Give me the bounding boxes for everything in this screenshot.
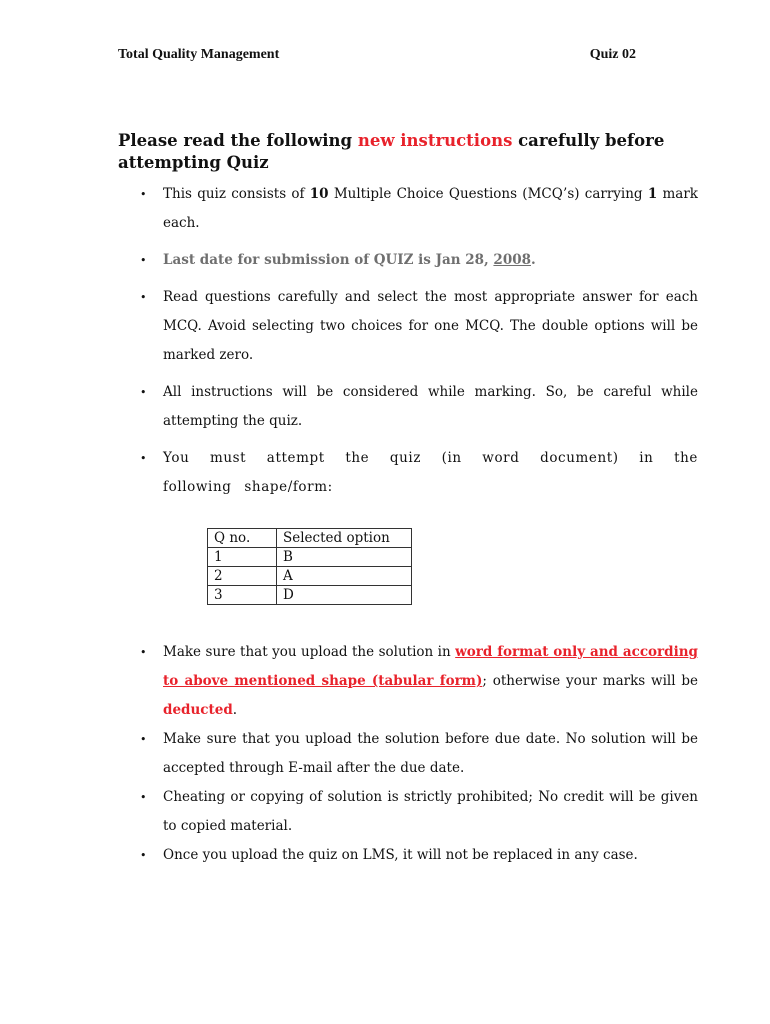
bullet-icon: • — [140, 291, 147, 304]
heading-text-end: carefully before attempting Quiz — [118, 131, 665, 172]
format-requirement-link: word format only and according to above mentioned shape (tabular form) — [163, 644, 698, 689]
heading-highlight: new instructions — [357, 131, 513, 150]
instruction-text: This quiz consists of — [163, 186, 310, 202]
mark-value: 1 — [647, 186, 658, 202]
table-row — [208, 586, 412, 605]
bullet-icon: • — [140, 733, 147, 746]
instruction-item-deadline — [118, 246, 698, 275]
table-cell-option: A — [277, 567, 412, 586]
instruction-item-quiz-size — [118, 180, 698, 238]
deducted-warning: deducted — [163, 702, 233, 718]
bullet-icon: • — [140, 254, 147, 267]
instruction-item-marking: • All instructions will be considered while marking. So, be careful while attempting the quiz. — [118, 378, 698, 436]
instruction-text: . — [232, 702, 238, 718]
table-cell-qno: 1 — [208, 548, 277, 567]
deadline-label: Last date for submission of QUIZ is Jan 28, — [163, 252, 494, 268]
table-row — [208, 567, 412, 586]
table-header-qno: Q no. — [208, 529, 277, 548]
deadline-period: . — [531, 252, 536, 268]
table-cell-option: D — [277, 586, 412, 605]
instructions-heading — [118, 130, 708, 174]
instruction-item-cheating: • Cheating or copying of solution is strictly prohibited; No credit will be given to copied material. — [118, 783, 698, 841]
table-header-option: Selected option — [277, 529, 412, 548]
table-header-row — [208, 529, 412, 548]
bullet-icon: • — [140, 791, 147, 804]
instruction-item-due-date: • Make sure that you upload the solution before due date. No solution will be accepted through E-mail after the due date. — [118, 725, 698, 783]
instruction-text: mark each. — [163, 186, 698, 231]
question-count: 10 — [309, 186, 329, 202]
instruction-item-lms: • Once you upload the quiz on LMS, it will not be replaced in any case. — [118, 841, 698, 870]
bullet-icon: • — [140, 386, 147, 399]
instructions-list-continued — [118, 638, 698, 870]
course-title: Total Quality Management — [118, 47, 280, 62]
instruction-text: Multiple Choice Questions (MCQ’s) carrying — [328, 186, 648, 202]
table-cell-qno: 2 — [208, 567, 277, 586]
quiz-number: Quiz 02 — [589, 47, 636, 62]
bullet-icon: • — [140, 188, 147, 201]
instruction-text: ; otherwise your marks will be — [482, 673, 698, 689]
instruction-text: Make sure that you upload the solution in — [163, 644, 456, 660]
deadline-text — [163, 252, 536, 268]
instructions-list — [118, 180, 698, 502]
deadline-year: 2008 — [493, 252, 531, 268]
instruction-item-upload-format — [118, 638, 698, 725]
table-cell-qno: 3 — [208, 586, 277, 605]
instruction-item-read-carefully: • Read questions carefully and select the most appropriate answer for each MCQ. Avoid selecting two choices for one MCQ. The double options will be marked zero. — [118, 283, 698, 370]
sample-answer-table — [207, 528, 412, 605]
table-cell-option: B — [277, 548, 412, 567]
heading-text-start: Please read the following — [118, 131, 358, 150]
instruction-item-format: • You must attempt the quiz (in word document) in the following shape/form: — [118, 444, 698, 502]
table-row — [208, 548, 412, 567]
bullet-icon: • — [140, 849, 147, 862]
bullet-icon: • — [140, 452, 148, 465]
bullet-icon: • — [140, 646, 147, 659]
